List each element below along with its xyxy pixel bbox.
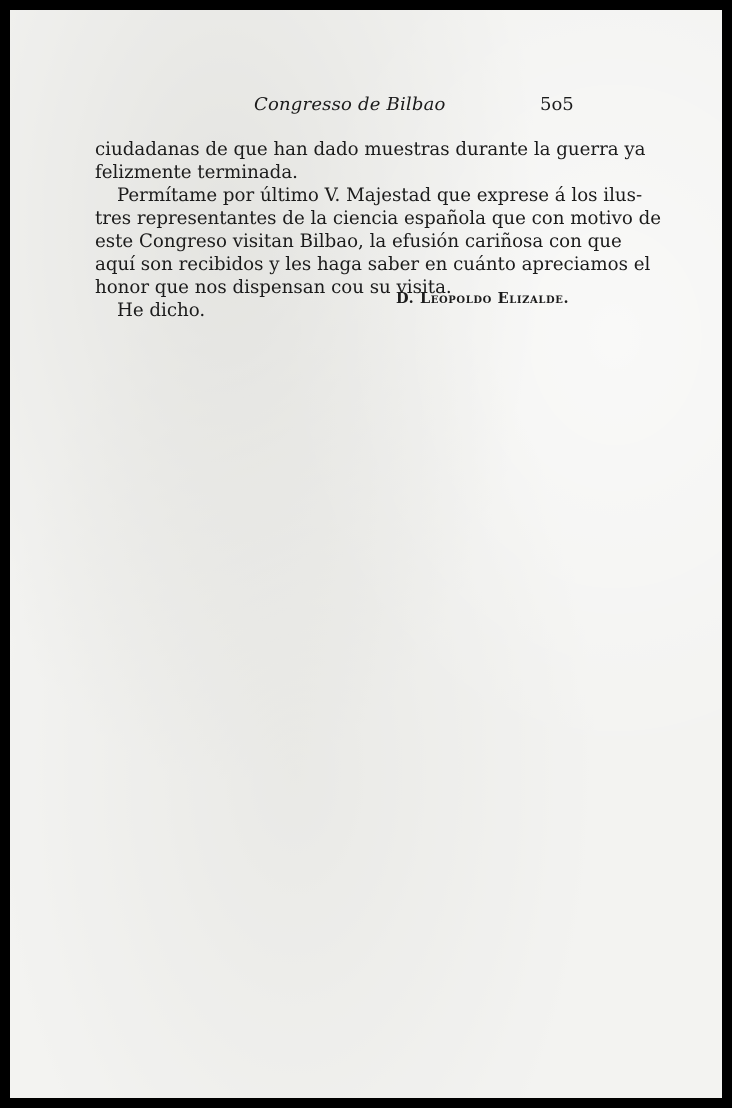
text-line: felizmente terminada. xyxy=(95,162,298,183)
text-line: honor que nos dispensan cou su visita. xyxy=(95,277,452,298)
text-line: He dicho. xyxy=(117,300,206,321)
text-line: Permítame por último V. Majestad que exprese á los ilus- xyxy=(117,185,643,206)
text-line: ciudadanas de que han dado muestras durante la guerra ya xyxy=(95,139,646,160)
running-header xyxy=(10,94,722,124)
page-number: 5o5 xyxy=(540,94,574,115)
scanned-page xyxy=(10,10,722,1098)
signature: D. Leopoldo Elizalde. xyxy=(396,290,570,307)
text-line: aquí son recibidos y les haga saber en cuánto apreciamos el xyxy=(95,254,651,275)
text-line: este Congreso visitan Bilbao, la efusión cariñosa con que xyxy=(95,231,622,252)
running-title: Congresso de Bilbao xyxy=(254,94,446,115)
text-line: tres representantes de la ciencia española que con motivo de xyxy=(95,208,661,229)
